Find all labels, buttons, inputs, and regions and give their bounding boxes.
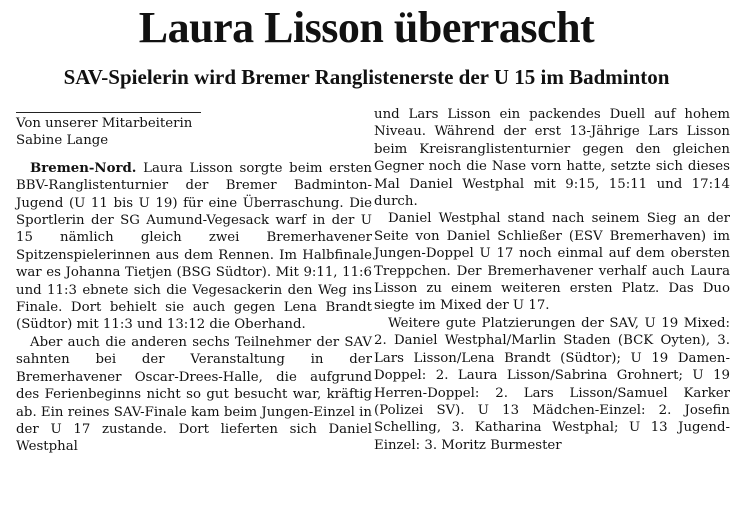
paragraph-1 — [16, 160, 372, 334]
byline-spacer — [16, 150, 372, 160]
paragraph-3: und Lars Lisson ein packendes Duell auf hohem Niveau. Während der erst 13-Jährige Lars Lisson beim Kreisranglistenturnier gegen den gleichen Gegner noch die Nase vorn hatte, setzte sich dieses Mal Daniel Westphal mit 9:15, 15:11 und 17:14 durch. — [374, 107, 730, 210]
subheadline: SAV-Spielerin wird Bremer Ranglistenerste der U 15 im Badminton — [63, 65, 670, 89]
byline-rule — [16, 112, 201, 113]
paragraph-4: Daniel Westphal stand nach seinem Sieg an der Seite von Daniel Schließer (ESV Bremerhaven) im Jungen-Doppel U 17 noch einmal auf dem obersten Treppchen. Der Bremerhavener verhalf auch Laura Lisson zu einem weiteren ersten Platz. Das Duo siegte im Mixed der U 17. — [374, 211, 730, 314]
headline: Laura Lisson überrascht — [138, 3, 595, 52]
byline-line-1: Von unserer Mitarbeiterin — [16, 116, 193, 131]
paragraph-1-text: Laura Lisson sorgte beim ersten BBV-Ranglistenturnier der Bremer Badminton-Jugend (U 11 bis U 19) für eine Überraschung. Die Sportlerin der SG Aumund-Vegesack warf in der U 15 nämlich gleich zwei Bremerhavener Spitzenspielerinnen aus dem Rennen. Im Halbfinale war es Johanna Tietjen (BSG Südtor). Mit 9:11, 11:6 und 11:3 ebnete sich die Vegesackerin den Weg ins Finale. Dort behielt sie auch gegen Lena Brandt (Südtor) mit 11:3 und 13:12 die Oberhand. — [16, 160, 372, 333]
paragraph-2: Aber auch die anderen sechs Teilnehmer der SAV sahnten bei der Veranstaltung in der Bremerhavener Oscar-Drees-Halle, die aufgrund des Ferienbeginns nicht so gut besucht war, kräftig ab. Ein reines SAV-Finale kam beim Jungen-Einzel in der U 17 zustande. Dort lieferten sich Daniel Westphal — [16, 334, 372, 455]
dateline: Bremen-Nord. — [30, 160, 137, 176]
paragraph-5: Weitere gute Platzierungen der SAV, U 19 Mixed: 2. Daniel Westphal/Marlin Staden (BCK Oyten), 3. Lars Lisson/Lena Brandt (Südtor); U 19 Damen-Doppel: 2. Laura Lisson/Sabrina Grohnert; U 19 Herren-Doppel: 2. Lars Lisson/Samuel Karker (Polizei SV). U 13 Mädchen-Einzel: 2. Josefin Schelling, 3. Katharina Westphal; U 13 Jugend-Einzel: 3. Moritz Burmester — [374, 315, 730, 453]
column-left — [16, 112, 372, 456]
byline-author: Sabine Lange — [16, 133, 109, 149]
column-right — [374, 106, 730, 454]
